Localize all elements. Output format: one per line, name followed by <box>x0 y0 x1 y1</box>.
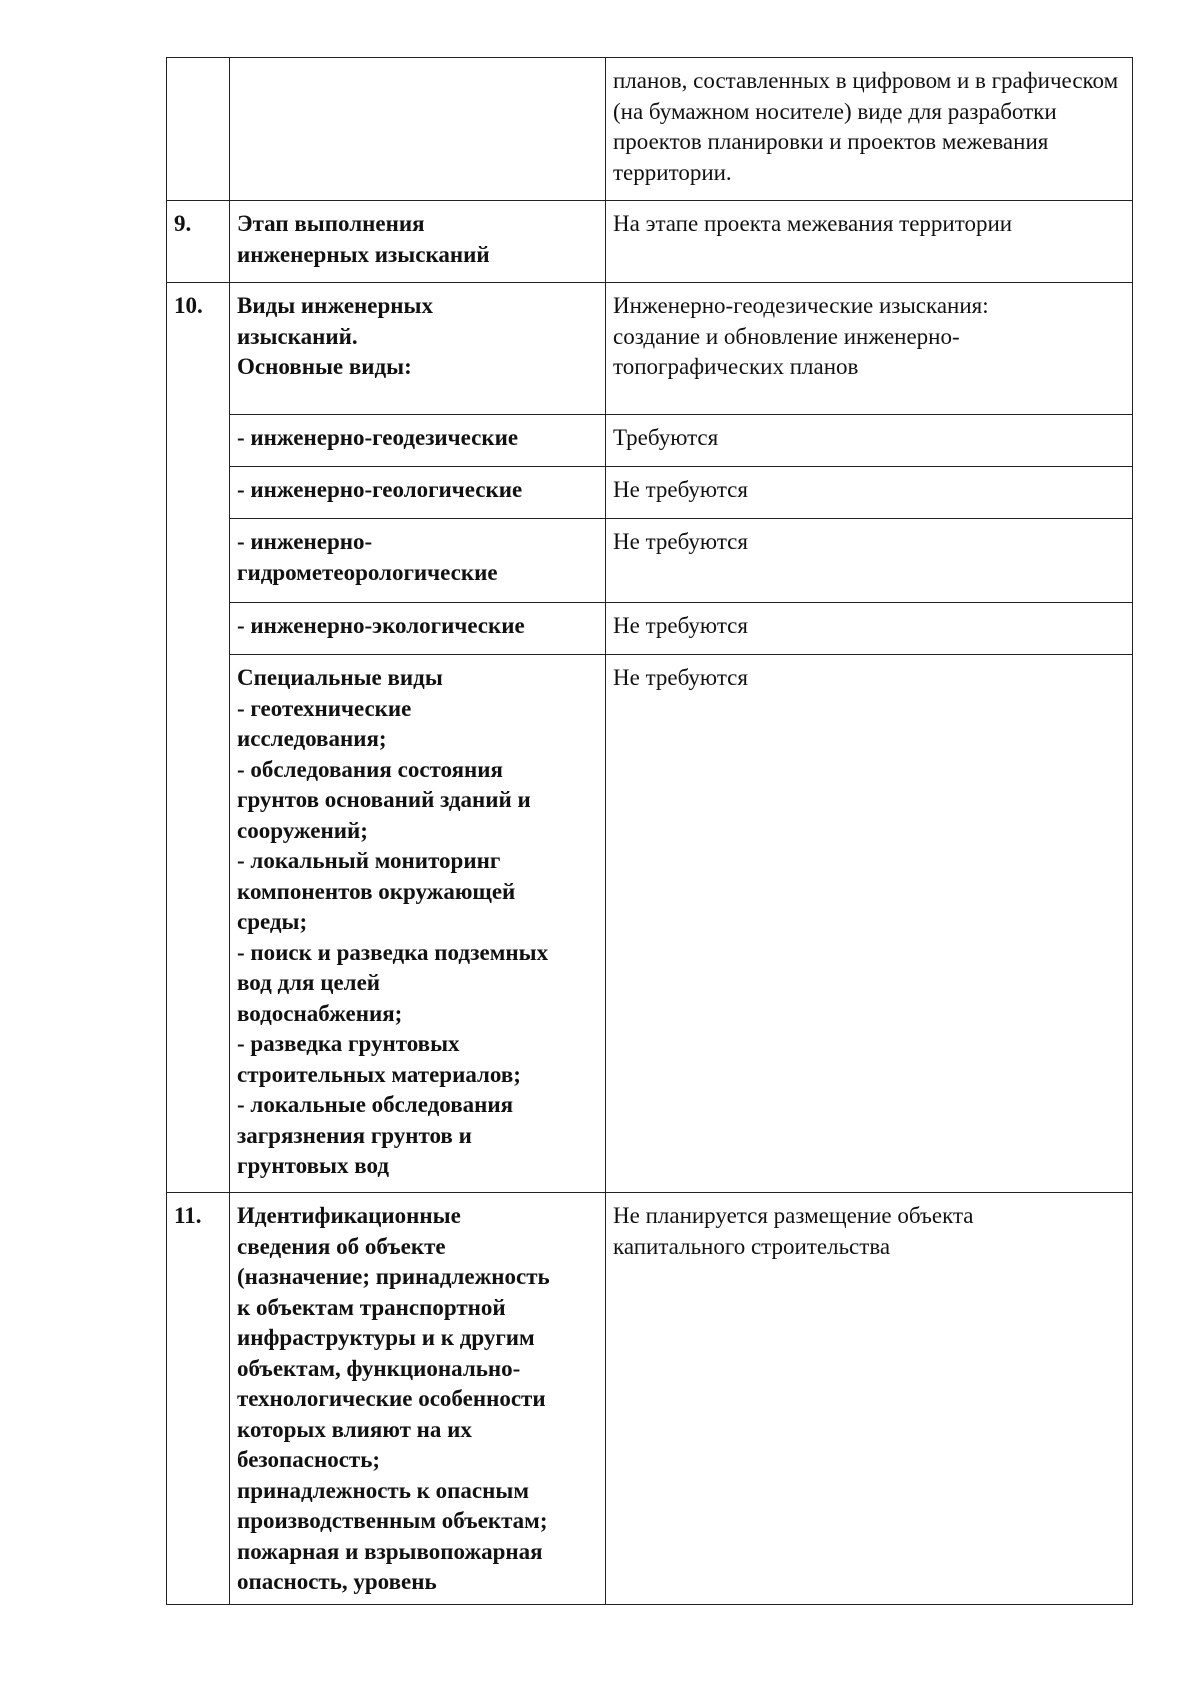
table-row <box>167 58 1133 201</box>
table-row <box>167 201 1133 283</box>
row-number-cell <box>167 58 230 201</box>
row-value-cell: Не требуются <box>606 467 1133 519</box>
row-label-cell: Специальные виды - геотехнические исследования; - обследования состояния грунтов оснований зданий и сооружений; - локальный мониторинг компонентов окружающей среды; - поиск и разведка подземных вод для целей водоснабжения; - разведка грунтовых строительных материалов; - локальные обследования загрязнения грунтов и грунтовых вод <box>230 655 606 1193</box>
row-label-cell: Идентификационные сведения об объекте (назначение; принадлежность к объектам транспортной инфраструктуры и к другим объектам, функционально- технологические особенности которых влияют на их безопасность; принадлежность к опасным производственным объектам; пожарная и взрывопожарная опасность, уровень <box>230 1193 606 1605</box>
row-label-cell: - инженерно- гидрометеорологические <box>230 519 606 603</box>
row-number-cell: 10. <box>167 283 230 1193</box>
table-row <box>167 467 1133 519</box>
row-value-cell: планов, составленных в цифровом и в графическом (на бумажном носителе) виде для разработки проектов планировки и проектов межевания территории. <box>606 58 1133 201</box>
row-label-cell: - инженерно-геодезические <box>230 415 606 467</box>
row-value-cell: Не планируется размещение объекта капитального строительства <box>606 1193 1133 1605</box>
row-number-cell: 11. <box>167 1193 230 1605</box>
row-value-cell: Не требуются <box>606 603 1133 655</box>
row-number-cell: 9. <box>167 201 230 283</box>
table-row <box>167 655 1133 1193</box>
row-label-cell: Виды инженерных изысканий. Основные виды: <box>230 283 606 415</box>
row-value-cell: Не требуются <box>606 655 1133 1193</box>
row-label-cell: - инженерно-геологические <box>230 467 606 519</box>
table-row <box>167 519 1133 603</box>
row-value-cell: Не требуются <box>606 519 1133 603</box>
table-row <box>167 1193 1133 1605</box>
table-row <box>167 415 1133 467</box>
row-value-cell: На этапе проекта межевания территории <box>606 201 1133 283</box>
row-label-cell <box>230 58 606 201</box>
row-value-cell: Инженерно-геодезические изыскания: создание и обновление инженерно- топографических планов <box>606 283 1133 415</box>
row-label-cell: Этап выполнения инженерных изысканий <box>230 201 606 283</box>
requirements-table <box>166 57 1133 1605</box>
table-row <box>167 603 1133 655</box>
row-value-cell: Требуются <box>606 415 1133 467</box>
table-row <box>167 283 1133 415</box>
row-label-cell: - инженерно-экологические <box>230 603 606 655</box>
